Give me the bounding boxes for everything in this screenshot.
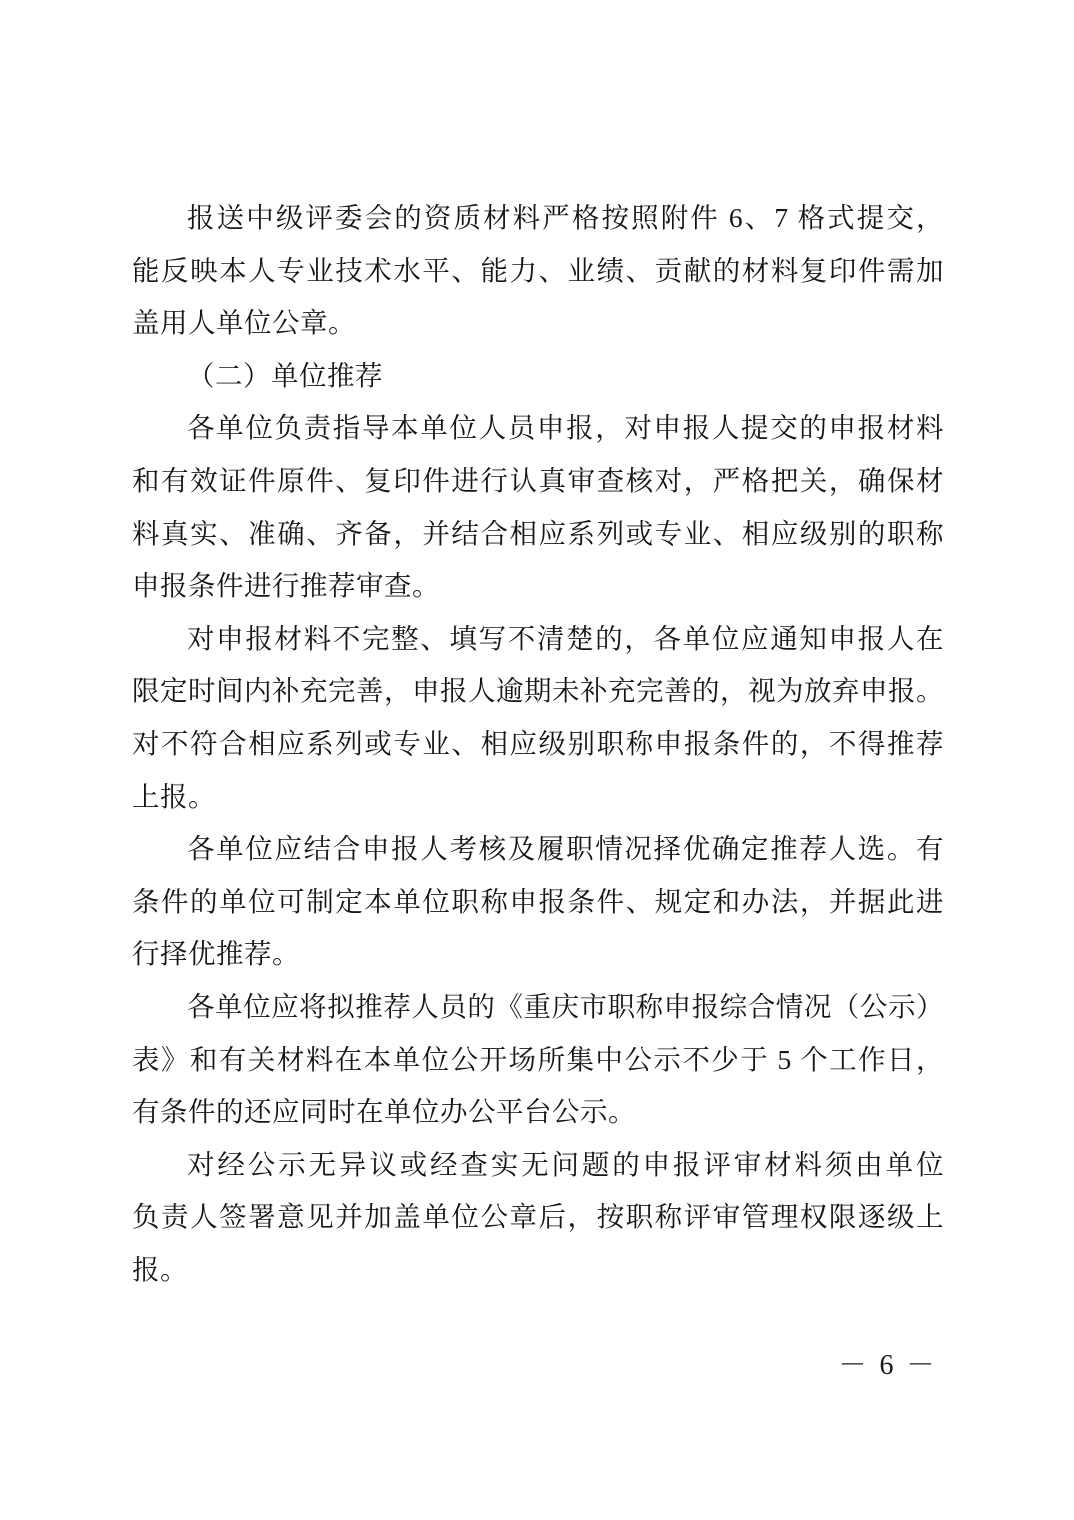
text-line: 盖用人单位公章。 bbox=[132, 307, 356, 339]
text-line: 各单位应结合申报人考核及履职情况择优确定推荐人选。有 bbox=[187, 833, 944, 865]
text-line: 料真实、准确、齐备，并结合相应系列或专业、相应级别的职称 bbox=[132, 517, 944, 549]
text-line: 上报。 bbox=[132, 780, 216, 812]
text-line: 和有效证件原件、复印件进行认真审查核对，严格把关，确保材 bbox=[132, 464, 944, 496]
para-incomplete-materials bbox=[132, 613, 944, 823]
text-line: 各单位应将拟推荐人员的《重庆市职称申报综合情况（公示） bbox=[187, 990, 944, 1022]
text-line: 对申报材料不完整、填写不清楚的，各单位应通知申报人在 bbox=[187, 622, 944, 654]
text-line: 有条件的还应同时在单位办公平台公示。 bbox=[132, 1096, 636, 1128]
heading-unit-recommendation bbox=[132, 350, 944, 403]
page-number: － 6 － bbox=[838, 1350, 938, 1381]
text-line: 行择优推荐。 bbox=[132, 938, 300, 970]
para-sign-and-submit bbox=[132, 1139, 944, 1297]
text-line: 能反映本人专业技术水平、能力、业绩、贡献的材料复印件需加 bbox=[132, 254, 944, 286]
text-line: 申报条件进行推荐审查。 bbox=[132, 570, 440, 602]
text-line: 对不符合相应系列或专业、相应级别职称申报条件的，不得推荐 bbox=[132, 727, 944, 759]
para-qualification-materials bbox=[132, 192, 944, 350]
text-line: 报。 bbox=[132, 1253, 188, 1285]
para-merit-selection bbox=[132, 823, 944, 981]
text-line: 各单位负责指导本单位人员申报，对申报人提交的申报材料 bbox=[187, 412, 944, 444]
para-public-notice bbox=[132, 981, 944, 1139]
text-line: 条件的单位可制定本单位职称申报条件、规定和办法，并据此进 bbox=[132, 885, 944, 917]
document-body bbox=[132, 192, 944, 1296]
text-line: 限定时间内补充完善，申报人逾期未补充完善的，视为放弃申报。 bbox=[132, 675, 944, 707]
para-unit-review bbox=[132, 402, 944, 612]
text-line: 报送中级评委会的资质材料严格按照附件 6、7 格式提交， bbox=[187, 202, 944, 233]
text-line: 对经公示无异议或经查实无问题的申报评审材料须由单位 bbox=[187, 1148, 944, 1180]
text-line: （二）单位推荐 bbox=[187, 359, 383, 391]
text-line: 负责人签署意见并加盖单位公章后，按职称评审管理权限逐级上 bbox=[132, 1201, 944, 1233]
text-line: 表》和有关材料在本单位公开场所集中公示不少于 5 个工作日， bbox=[132, 1043, 944, 1075]
